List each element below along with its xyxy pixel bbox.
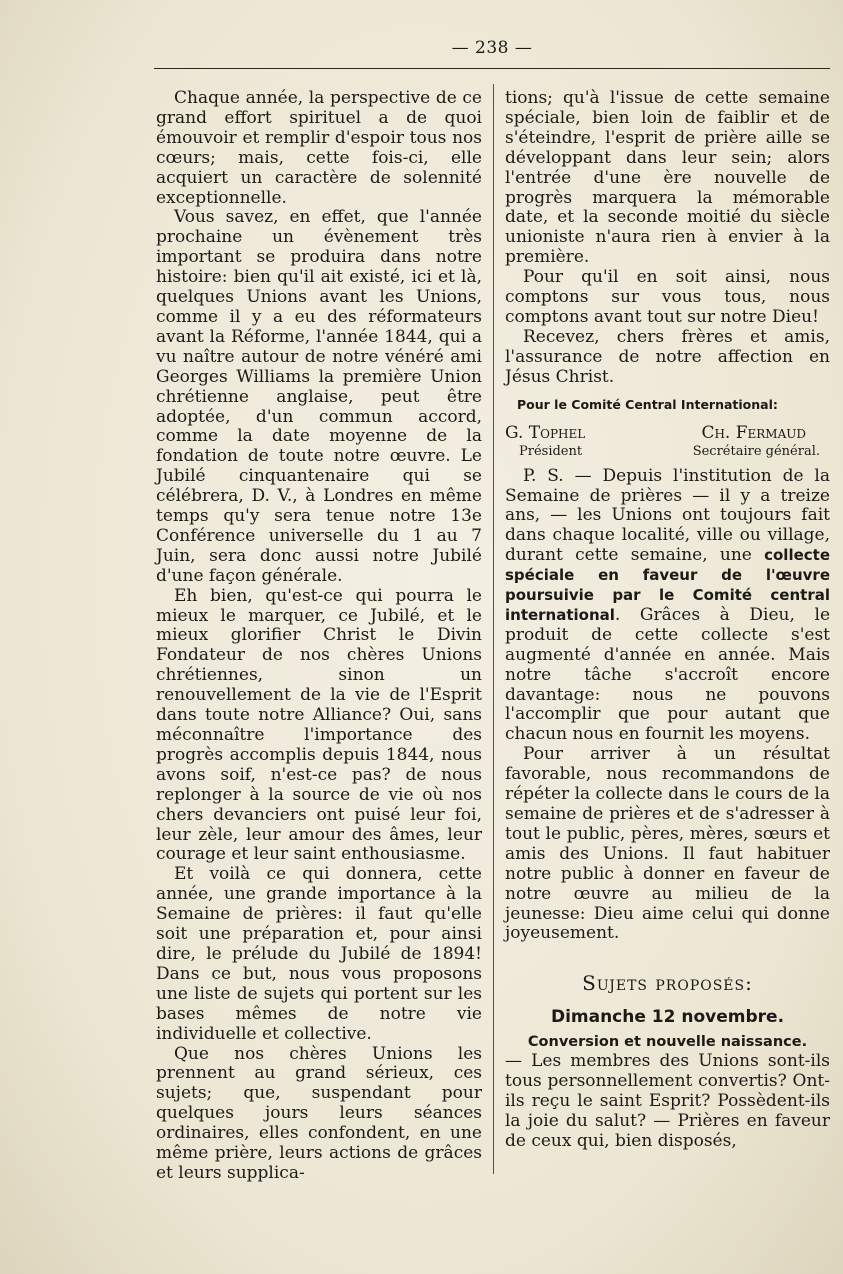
paragraph: Vous savez, en effet, que l'année prochaine un évènement très important se produira dans notre histoire: bien qu'il ait existé, ici et là, quelques Unions avant les Unions, comme il y a eu des réformateurs avant la Réforme, l'année 1844, qui a vu naître autour de notre vénéré ami Georges Williams la première Union chrétienne anglaise, peut être adoptée, d'un commun accord, comme la date moyenne de la fondation de toute notre œuvre. Le Jubilé cinquantenaire qui se célébrera, D. V., à Londres en même temps qu'y sera tenue notre 13e Conférence universelle du 1 au 7 Juin, sera donc aussi notre Jubilé d'une façon générale. bbox=[156, 207, 482, 586]
topic-title: Conversion et nouvelle naissance. bbox=[527, 1034, 808, 1051]
signature-heading: Pour le Comité Central International: bbox=[517, 396, 778, 412]
signer-right-role: Secrétaire général. bbox=[692, 443, 820, 459]
paragraph: Que nos chères Unions les prennent au grand sérieux, ces sujets; que, suspendant pour quelques jours leurs séances ordinaires, elles confondent, en une même prière, leurs actions de grâces et leurs supplica- bbox=[156, 1043, 482, 1183]
paragraph: Et voilà ce qui donnera, cette année, une grande importance à la Semaine de prières: il faut qu'elle soit une préparation et, pour ainsi dire, le prélude du Jubilé de 1894! Dans ce but, nous vous proposons une liste de sujets qui portent sur les bases mêmes de notre vie individuelle et collective. bbox=[156, 864, 482, 1044]
paragraph: Pour arriver à un résultat favorable, nous recommandons de répéter la collecte dans le cours de la semaine de prières et de s'adresser à tout le public, pères, mères, sœurs et amis des Unions. Il faut habituer notre public à donner en faveur de notre œuvre au milieu de la jeunesse: Dieu aime celui qui donne joyeusement. bbox=[505, 744, 830, 944]
paragraph: Chaque année, la perspective de ce grand effort spirituel a de quoi émouvoir et remplir d'espoir tous nos cœurs; mais, cette fois-ci, elle acquiert un caractère de solennité exceptionnelle. bbox=[156, 88, 482, 208]
paragraph: Pour qu'il en soit ainsi, nous comptons sur vous tous, nous comptons avant tout sur notre Dieu! bbox=[505, 267, 830, 327]
day-title: Dimanche 12 novembre. bbox=[550, 1007, 785, 1028]
postscript-text: P. S. — Depuis l'institution de la Semaine de prières — il y a treize ans, — les Unions ont toujours fait dans chaque localité, ville ou village, durant cette semaine, une bbox=[505, 465, 830, 566]
postscript-text-end: . Grâces à Dieu, le produit de cette collecte s'est augmenté d'année en année. Mais notre tâche s'accroît encore davantage: nous ne pouvons l'accomplir que pour autant que chacun nous en fournit les moyens. bbox=[505, 604, 830, 745]
signer-right-name: Ch. Fermaud bbox=[701, 422, 806, 443]
signature-roles bbox=[505, 443, 830, 461]
signer-left-name: G. Tophel bbox=[505, 422, 586, 443]
topic-text: — Les membres des Unions sont-ils tous personnellement convertis? Ont-ils reçu le saint Esprit? Possèdent-ils la joie du salut? — Prières en faveur de ceux qui, bien disposés, bbox=[505, 1051, 830, 1151]
right-column bbox=[505, 89, 830, 1152]
paragraph: tions; qu'à l'issue de cette semaine spéciale, bien loin de faiblir et de s'éteindre, l'esprit de prière aille se développant dans leur sein; alors l'entrée d'une ère nouvelle de progrès marquera la mémorable date, et la seconde moitié du siècle unioniste n'aura rien à envier à la première. bbox=[505, 88, 830, 268]
postscript-bold-text: collecte spéciale en faveur de l'œuvre poursuivie par le Comité central international bbox=[505, 546, 830, 624]
header-rule bbox=[154, 68, 830, 69]
paragraph: Eh bien, qu'est-ce qui pourra le mieux le marquer, ce Jubilé, et le mieux glorifier Christ le Divin Fondateur de nos chères Unions chrétiennes, sinon un renouvellement de la vie de l'Esprit dans toute notre Alliance? Oui, sans méconnaître l'importance des progrès accomplis depuis 1844, nous avons soif, n'est-ce pas? de nous replonger à la source de vie où nos chers devanciers ont puisé leur foi, leur zèle, leur amour des âmes, leur courage et leur saint enthousiasme. bbox=[156, 585, 482, 865]
signature-names bbox=[505, 423, 830, 443]
left-column bbox=[156, 89, 482, 1184]
section-title: Sujets proposés: bbox=[582, 971, 753, 996]
postscript-paragraph bbox=[505, 467, 830, 746]
page-number: — 238 — bbox=[451, 38, 533, 58]
paragraph: Recevez, chers frères et amis, l'assurance de notre affection en Jésus Christ. bbox=[505, 326, 830, 387]
signer-left-role: Président bbox=[519, 443, 583, 459]
column-divider bbox=[493, 84, 494, 1174]
